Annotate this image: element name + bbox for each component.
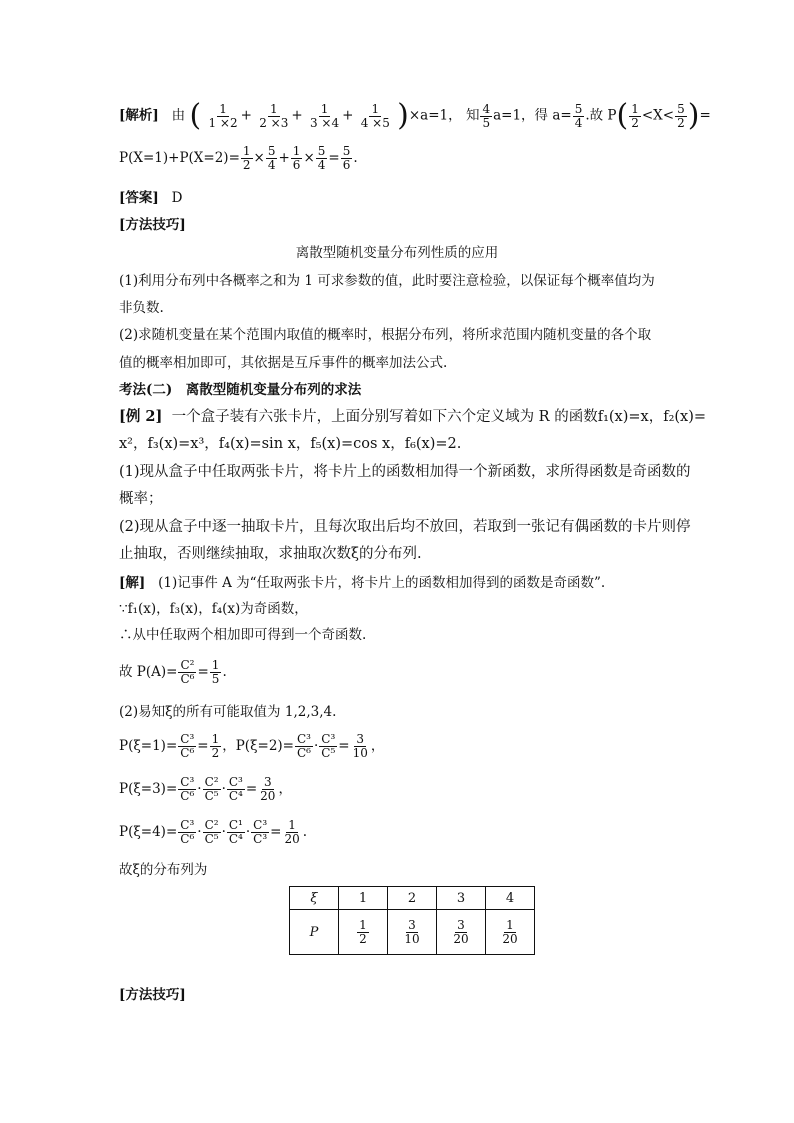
fraction: $\frac{3}{20}$ (260, 775, 276, 803)
solution2-line: 故ξ的分布列为 (119, 862, 208, 878)
text-segment: ，P(ξ=2)= (222, 738, 294, 754)
text-segment: = (699, 107, 711, 124)
distribution-table (289, 886, 535, 955)
section-heading: 考法(二) 离散型随机变量分布列的求法 (119, 382, 362, 398)
example-tag: [例 2] (119, 408, 163, 425)
text-segment: · (245, 824, 251, 840)
table-cell: 4 (486, 887, 535, 910)
table-cell (437, 910, 486, 955)
table-cell (388, 910, 437, 955)
fraction: $\frac{3}{20}$ (453, 917, 469, 946)
method-tag: [方法技巧] (119, 987, 186, 1003)
solution-tag: [解析] (119, 107, 159, 124)
fraction: $\frac{\text{C³}}{\text{C⁴}}$ (228, 775, 243, 803)
text-segment: · (221, 781, 226, 797)
text-segment: × (303, 150, 315, 166)
probability-pa (119, 659, 227, 686)
solution-tag: [解] (119, 575, 146, 591)
text-segment: ×a=1， (408, 107, 462, 124)
answer-tag: [答案] (119, 190, 159, 206)
solution2-line: ∴从中任取两个相加即可得到一个奇函数. (119, 627, 367, 643)
fraction: $\frac{5}{4}$ (317, 144, 326, 172)
solution2-line: (2)易知ξ的所有可能取值为 1,2,3,4. (119, 704, 337, 720)
fraction: $\frac{3}{10}$ (404, 917, 420, 946)
text-segment: · (197, 781, 202, 797)
text-segment: = (270, 824, 282, 840)
right-paren: ) (687, 98, 700, 133)
fraction: $\frac{1}{4 \times 5}$ (360, 101, 390, 130)
example-line (119, 408, 706, 426)
fraction: $\frac{1}{2}$ (211, 732, 220, 760)
table-cell: 3 (437, 887, 486, 910)
answer-line (119, 189, 182, 207)
method-title: 离散型随机变量分布列性质的应用 (295, 245, 499, 261)
text-segment: ， (370, 738, 385, 754)
probability-xi-3 (119, 776, 292, 803)
table-row (290, 887, 535, 910)
fraction: $\frac{1}{2 \times 3}$ (259, 101, 289, 130)
text-segment: . (302, 824, 308, 840)
fraction: $\frac{\text{C³}}{\text{C⁵}}$ (321, 732, 336, 760)
example-line: 概率； (119, 491, 163, 507)
text-segment: ， (278, 781, 292, 797)
text-segment: × (253, 150, 265, 166)
fraction: $\frac{1}{1 \times 2}$ (208, 101, 238, 130)
fraction: $\frac{\text{C³}}{\text{C⁶}}$ (296, 732, 311, 760)
text-segment: P(ξ=3)= (119, 781, 178, 797)
fraction: $\frac{1}{3 \times 4}$ (309, 101, 340, 130)
text-segment: = (338, 738, 350, 754)
example-line: (1)现从盒子中任取两张卡片，将卡片上的函数相加得一个新函数，求所得函数是奇函数的 (119, 464, 691, 480)
method-paragraph: (1)利用分布列中各概率之和为 1 可求参数的值，此时要注意检验，以保证每个概率值均为 (119, 273, 655, 289)
left-paren: ( (616, 98, 629, 133)
text-segment: P(ξ=1)= (119, 738, 178, 754)
fraction: $\frac{1}{20}$ (502, 917, 518, 946)
text-segment: = (328, 150, 340, 166)
solution2-line: ∵f₁(x)，f₃(x)，f₄(x)为奇函数， (119, 601, 308, 617)
table-cell: ξ (290, 887, 339, 910)
solution1-line2 (119, 145, 358, 172)
text-segment: . (353, 150, 358, 166)
fraction: $\frac{\text{C³}}{\text{C⁶}}$ (180, 732, 195, 760)
solution-text: (1)记事件 A 为“任取两张卡片，将卡片上的函数相加得到的函数是奇函数”. (158, 575, 606, 591)
text-you: 由 (171, 107, 186, 124)
right-paren: ) (397, 98, 409, 133)
method-tag: [方法技巧] (119, 217, 186, 233)
text-segment: .故 P (585, 107, 617, 124)
method-paragraph: 值的概率相加即可，其依据是互斥事件的概率加法公式. (119, 355, 448, 371)
example-line: 止抽取，否则继续抽取，求抽取次数ξ的分布列. (119, 546, 422, 562)
table-row (290, 910, 535, 955)
text-segment: + (278, 150, 290, 166)
solution2-line (119, 574, 605, 592)
fraction: $\frac{\text{C³}}{\text{C³}}$ (253, 818, 268, 846)
fraction: $\frac{4}{5}$ (482, 101, 491, 130)
text-segment: a=1，得 a= (493, 107, 572, 124)
table-cell (486, 910, 535, 955)
text-segment: · (221, 824, 226, 840)
text-segment: P(X=1)+P(X=2)= (119, 150, 240, 166)
text-segment: · (197, 824, 202, 840)
text-segment: 知 (465, 107, 480, 124)
fraction: $\frac{5}{4}$ (267, 144, 276, 172)
answer-value: D (171, 190, 183, 206)
table-cell: 1 (339, 887, 388, 910)
fraction: $\frac{1}{2}$ (631, 101, 639, 130)
fraction: $\frac{1}{2}$ (359, 917, 367, 946)
text-segment: · (313, 738, 319, 754)
fraction: $\frac{\text{C³}}{\text{C⁶}}$ (180, 818, 195, 846)
example-text: 一个盒子装有六张卡片，上面分别写着如下六个定义域为 R 的函数f₁(x)=x，f₂(x)= (171, 409, 707, 425)
method-paragraph: 非负数. (119, 300, 164, 316)
probability-xi-1-2 (119, 733, 384, 760)
fraction: $\frac{5}{6}$ (342, 144, 351, 172)
fraction: $\frac{5}{4}$ (574, 101, 583, 130)
table-cell (339, 910, 388, 955)
text-segment: <X< (641, 107, 675, 124)
text-segment: 故 P(A)= (119, 664, 178, 680)
fraction: $\frac{\text{C³}}{\text{C⁶}}$ (180, 775, 195, 803)
method-paragraph: (2)求随机变量在某个范围内取值的概率时，根据分布列，将所求范围内随机变量的各个取 (119, 327, 652, 343)
solution1-line1: [解析] 由 ( $\frac{1}{1 \times 2}$ + $\frac{1}{2 \times 3}$ + $\frac{1}{3 \times 4}$ + $\frac{1}{4 \times 5}$ )×a=1， 知 $\frac{4}{5}$ a=1，得 a= $\frac{5}{4}$ .故 P( $\frac{1}{2}$ <X< $\frac{5}{2}$ )= (119, 98, 711, 133)
fraction: $\frac{1}{5}$ (211, 658, 220, 686)
fraction: $\frac{5}{2}$ (677, 101, 685, 130)
fraction: $\frac{\text{C²}}{\text{C⁵}}$ (204, 775, 219, 803)
text-segment: = (245, 781, 258, 797)
table-cell: 2 (388, 887, 437, 910)
fraction: $\frac{1}{20}$ (284, 818, 300, 846)
text-segment: . (222, 664, 227, 680)
text-segment: = (197, 738, 209, 754)
text-segment: = (197, 664, 209, 680)
fraction: $\frac{\text{C²}}{\text{C⁶}}$ (180, 658, 195, 686)
table-cell: P (290, 910, 339, 955)
text-segment: P(ξ=4)= (119, 824, 178, 840)
fraction: $\frac{\text{C²}}{\text{C⁵}}$ (204, 818, 219, 846)
example-line: (2)现从盒子中逐一抽取卡片，且每次取出后均不放回，若取到一张记有偶函数的卡片则停 (119, 519, 691, 535)
fraction: $\frac{3}{10}$ (352, 732, 368, 760)
fraction: $\frac{1}{2}$ (242, 144, 251, 172)
fraction: $\frac{\text{C¹}}{\text{C⁴}}$ (228, 818, 243, 846)
example-line: x²，f₃(x)=x³，f₄(x)=sin x，f₅(x)=cos x，f₆(x)=2. (119, 436, 462, 452)
left-paren: ( (189, 98, 202, 133)
fraction: $\frac{1}{6}$ (292, 144, 301, 172)
probability-xi-4 (119, 819, 307, 846)
